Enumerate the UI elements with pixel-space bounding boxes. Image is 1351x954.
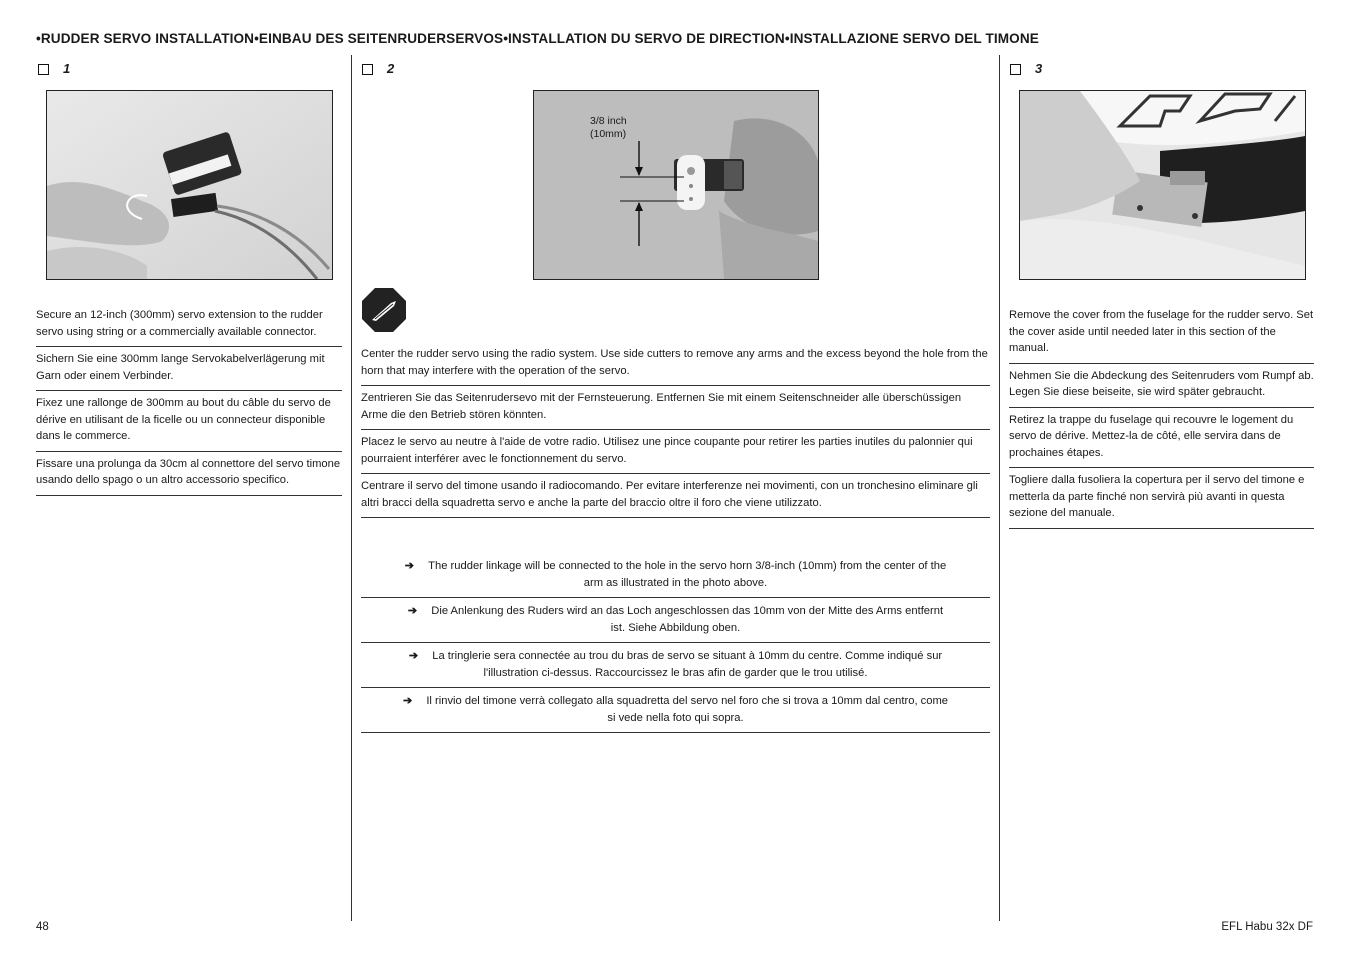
- cutter-warning-icon: [361, 287, 407, 333]
- step-3-number: 3: [1035, 61, 1043, 76]
- step-3-photo: [1019, 90, 1306, 280]
- step-2-instructions: [361, 346, 990, 518]
- step-1-text-fr: Fixez une rallonge de 300mm au bout du câble du servo de dérive en utilisant de la ficelle ou un connecteur disponible dans le commerce.: [36, 391, 342, 452]
- step-2-text-de: Zentrieren Sie das Seitenrudersevo mit der Fernsteuerung. Entfernen Sie mit einem Seitenschneider alle überschüssigen Arme die den Betrieb stören könnten.: [361, 386, 990, 430]
- checkbox-icon[interactable]: [38, 64, 49, 75]
- measurement-label: 3/8 inch (10mm): [590, 115, 627, 140]
- step-2-text-it: Centrare il servo del timone usando il radiocomando. Per evitare interferenze nei movimenti, con un tronchesino eliminare gli altri bracci della squadretta servo e anche la parte del braccio oltre il foro che viene utilizzato.: [361, 474, 990, 518]
- column-divider-2: [999, 55, 1000, 921]
- step-2-text-en: Center the rudder servo using the radio system. Use side cutters to remove any arms and the excess beyond the hole from the horn that may interfere with the operation of the servo.: [361, 346, 990, 386]
- arrow-icon: ➔: [404, 560, 415, 572]
- step-1-photo: [46, 90, 333, 280]
- arrow-icon: ➔: [407, 605, 418, 617]
- note-en: ➔ The rudder linkage will be connected to the hole in the servo horn 3/8-inch (10mm) from the center of the arm as illustrated in the photo above.: [361, 553, 990, 598]
- step-3-text-it: Togliere dalla fusoliera la copertura per il servo del timone e metterla da parte finché non servirà più avanti in questa sezione del manuale.: [1009, 468, 1314, 529]
- step-3-instructions: [1009, 307, 1314, 529]
- step-1-text-it: Fissare una prolunga da 30cm al connettore del servo timone usando dello spago o un altro accessorio specifico.: [36, 452, 342, 496]
- step-1-text-en: Secure an 12-inch (300mm) servo extension to the rudder servo using string or a commercially available connector.: [36, 307, 342, 347]
- step-2-notes: [361, 553, 990, 733]
- step-2-text-fr: Placez le servo au neutre à l'aide de votre radio. Utilisez une pince coupante pour retirer les parties inutiles du palonnier qui pourraient interférer avec le fonctionnement du servo.: [361, 430, 990, 474]
- note-de: ➔ Die Anlenkung des Ruders wird an das Loch angeschlossen das 10mm von der Mitte des Arms entfernt ist. Siehe Abbildung oben.: [361, 598, 990, 643]
- checkbox-icon[interactable]: [1010, 64, 1021, 75]
- arrow-icon: ➔: [402, 695, 413, 707]
- step-3-text-fr: Retirez la trappe du fuselage qui recouvre le logement du servo de dérive. Mettez-la de côté, elle servira dans de prochaines étapes.: [1009, 408, 1314, 469]
- step-3-text-en: Remove the cover from the fuselage for the rudder servo. Set the cover aside until needed later in this section of the manual.: [1009, 307, 1314, 364]
- step-2-photo: [533, 90, 819, 280]
- column-divider-1: [351, 55, 352, 921]
- step-2-number: 2: [387, 61, 395, 76]
- arrow-icon: ➔: [408, 650, 419, 662]
- note-it: ➔ Il rinvio del timone verrà collegato alla squadretta del servo nel foro che si trova a 10mm dal centro, come si vede nella foto qui sopra.: [361, 688, 990, 733]
- page-number: 48: [36, 921, 49, 933]
- step-1-heading: [38, 61, 70, 76]
- product-name: EFL Habu 32x DF: [1221, 921, 1313, 933]
- servo-extension-image: [47, 91, 332, 279]
- step-2-heading: [362, 61, 394, 76]
- step-3-heading: [1010, 61, 1042, 76]
- page-title: •RUDDER SERVO INSTALLATION•EINBAU DES SEITENRUDERSERVOS•INSTALLATION DU SERVO DE DIRECTION•INSTALLAZIONE SERVO DEL TIMONE: [36, 31, 1039, 46]
- step-3-text-de: Nehmen Sie die Abdeckung des Seitenruders vom Rumpf ab. Legen Sie diese beiseite, sie wird später gebraucht.: [1009, 364, 1314, 408]
- step-1-number: 1: [63, 61, 71, 76]
- fuselage-cover-image: [1020, 91, 1305, 279]
- note-fr: ➔ La tringlerie sera connectée au trou du bras de servo se situant à 10mm du centre. Comme indiqué sur l'illustration ci-dessus. Raccourcissez le bras afin de garder que le trou utilisé.: [361, 643, 990, 688]
- servo-horn-image: [534, 91, 818, 279]
- step-1-instructions: [36, 307, 342, 496]
- checkbox-icon[interactable]: [362, 64, 373, 75]
- step-1-text-de: Sichern Sie eine 300mm lange Servokabelverlägerung mit Garn oder einem Verbinder.: [36, 347, 342, 391]
